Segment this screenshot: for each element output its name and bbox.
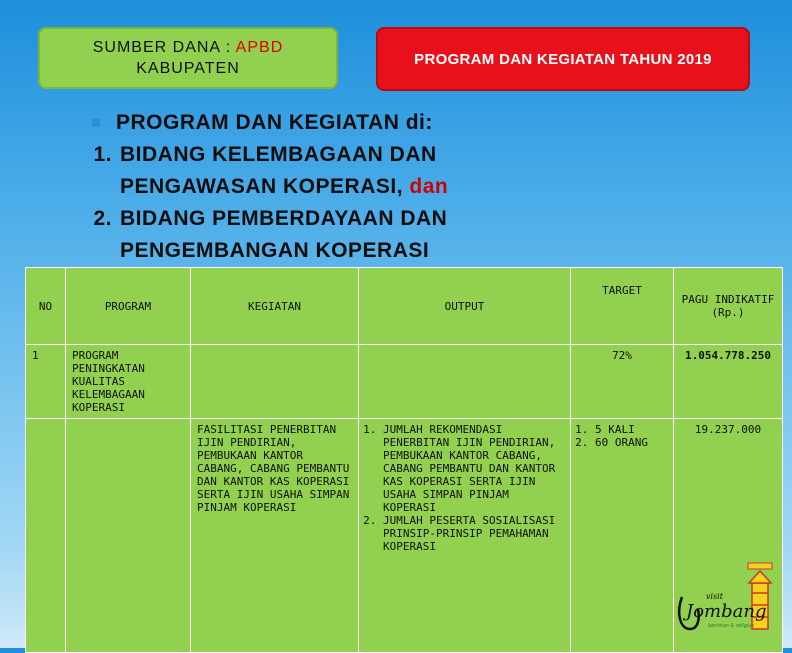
target-item: 1. 5 KALI bbox=[595, 423, 667, 436]
headline-lead bbox=[80, 107, 600, 139]
output-item: 2. JUMLAH PESERTA SOSIALISASI PRINSIP-PRINSIP PEMAHAMAN KOPERASI bbox=[383, 514, 564, 553]
headline-item-line1: BIDANG KELEMBAGAAN DAN bbox=[120, 143, 437, 166]
header-program: PROGRAM bbox=[66, 268, 191, 345]
cell-kegiatan-empty bbox=[191, 345, 359, 419]
headline-item-line2: PENGEMBANGAN KOPERASI bbox=[120, 239, 430, 262]
cell-no-empty bbox=[26, 419, 66, 653]
output-item: 1. JUMLAH REKOMENDASI PENERBITAN IJIN PENDIRIAN, PEMBUKAAN KANTOR CABANG, CABANG PEMBANTU DAN KANTOR KAS KOPERASI SERTA IJIN USAHA SIMPAN PINJAM KOPERASI bbox=[383, 423, 564, 514]
header-kegiatan: KEGIATAN bbox=[191, 268, 359, 345]
headline-item-1 bbox=[80, 139, 600, 203]
cell-target: 72% bbox=[571, 345, 674, 419]
logo-tagline-text: beriman & religius bbox=[708, 623, 755, 629]
target-item: 2. 60 ORANG bbox=[595, 436, 667, 449]
cell-program-empty bbox=[66, 419, 191, 653]
headline-item-2 bbox=[80, 203, 600, 267]
headline bbox=[80, 107, 600, 267]
program-year-badge bbox=[376, 27, 750, 91]
visit-jombang-logo bbox=[668, 555, 778, 635]
funding-source-label: SUMBER DANA : bbox=[92, 39, 236, 56]
header-target: TARGET bbox=[571, 268, 674, 345]
cell-pagu: 19.237.000 bbox=[674, 419, 783, 653]
headline-lead-text: PROGRAM DAN KEGIATAN di: bbox=[116, 111, 433, 134]
cell-output bbox=[359, 419, 571, 653]
headline-item-line1: BIDANG PEMBERDAYAAN DAN bbox=[120, 207, 448, 230]
logo-name-text: Jombang bbox=[686, 601, 767, 622]
headline-item-number: 1. bbox=[93, 143, 112, 166]
bullet-icon bbox=[92, 119, 100, 127]
cell-no: 1 bbox=[26, 345, 66, 419]
table-row bbox=[26, 345, 783, 419]
headline-item-suffix: dan bbox=[409, 175, 449, 198]
header-no: NO bbox=[26, 268, 66, 345]
headline-item-number: 2. bbox=[93, 207, 112, 230]
table-header-row bbox=[26, 268, 783, 345]
header-pagu: PAGU INDIKATIF (Rp.) bbox=[674, 268, 783, 345]
funding-source-highlight: APBD bbox=[235, 39, 284, 56]
funding-source-line2: KABUPATEN bbox=[136, 60, 240, 77]
cell-kegiatan: FASILITASI PENERBITAN IJIN PENDIRIAN, PEMBUKAAN KANTOR CABANG, CABANG PEMBANTU DAN KANTOR KAS KOPERASI SERTA IJIN USAHA SIMPAN PINJAM KOPERASI bbox=[191, 419, 359, 653]
cell-program: PROGRAM PENINGKATAN KUALITAS KELEMBAGAAN KOPERASI bbox=[66, 345, 191, 419]
cell-target bbox=[571, 419, 674, 653]
cell-pagu: 1.054.778.250 bbox=[674, 345, 783, 419]
program-year-label: PROGRAM DAN KEGIATAN TAHUN 2019 bbox=[414, 50, 712, 68]
cell-output-empty bbox=[359, 345, 571, 419]
logo-visit-text: visit bbox=[706, 592, 723, 601]
headline-item-line2: PENGAWASAN KOPERASI, bbox=[120, 175, 404, 198]
header-output: OUTPUT bbox=[359, 268, 571, 345]
funding-source-badge bbox=[38, 27, 338, 89]
